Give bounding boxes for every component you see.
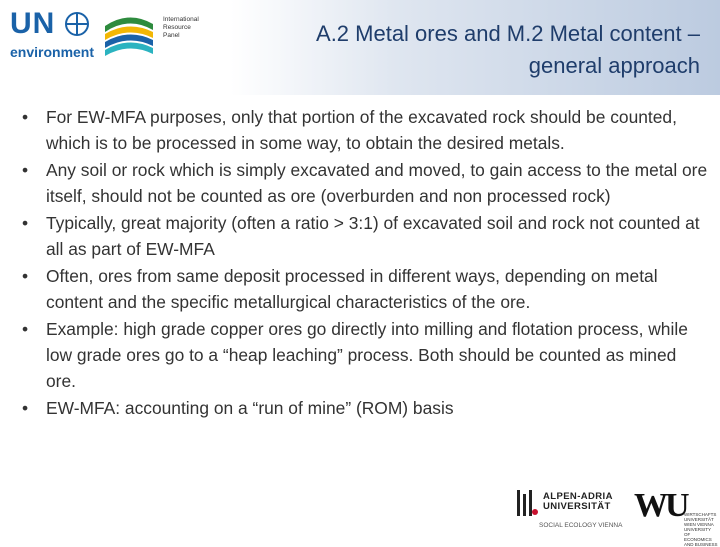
bullet-dot: • [22, 266, 29, 286]
un-globe-icon [65, 12, 89, 36]
international-resource-panel-logo [103, 12, 213, 60]
bullet-item [22, 316, 708, 394]
irp-line: Resource [163, 24, 191, 31]
bullet-text: For EW-MFA purposes, only that portion of the excavated rock should be counted, which is to be processed in some way, to obtain the desired metals. [46, 107, 677, 153]
un-logo-subtitle: environment [10, 44, 95, 60]
bullet-dot: • [22, 160, 29, 180]
wu-line: UNIVERSITY OF [684, 527, 711, 537]
bullet-text: Example: high grade copper ores go directly into milling and flotation process, while low grade ores go to a “heap leaching” process. Both should be counted as mined ore. [46, 319, 688, 391]
wu-line: UNIVERSITÄT [684, 517, 714, 522]
bullet-text: Any soil or rock which is simply excavated and moved, to gain access to the metal ore itself, should not be counted as ore (overburden and non processed rock) [46, 160, 708, 206]
irp-logo-text [163, 16, 199, 40]
slide-header [0, 0, 720, 95]
un-environment-logo [10, 8, 105, 63]
wu-line: WIEN VIENNA [684, 522, 714, 527]
irp-line: Panel [163, 32, 180, 39]
bullet-dot: • [22, 107, 29, 127]
slide-title-line: A.2 Metal ores and M.2 Metal content – [316, 21, 700, 46]
wu-line: ECONOMICS [684, 537, 712, 542]
wu-line: WIRTSCHAFTS [684, 512, 717, 517]
wu-logo-letters: WU [634, 487, 687, 524]
bullet-dot: • [22, 213, 29, 233]
bullet-text: Often, ores from same deposit processed in different ways, depending on metal content and the specific metallurgical characteristics of the ore. [46, 266, 658, 312]
bullet-item [22, 104, 708, 156]
aau-logo-subtitle: SOCIAL ECOLOGY VIENNA [539, 522, 623, 529]
slide-title [220, 18, 700, 82]
aau-line: UNIVERSITÄT [543, 501, 611, 512]
bullet-text: EW-MFA: accounting on a “run of mine” (ROM) basis [46, 398, 454, 418]
irp-line: International [163, 16, 199, 23]
aau-line: ALPEN-ADRIA [543, 491, 613, 502]
bullet-dot: • [22, 398, 29, 418]
bullet-item [22, 395, 708, 421]
aau-logo-text [543, 492, 613, 512]
wu-line: AND BUSINESS [684, 542, 718, 547]
un-logo-letters: UN [10, 7, 56, 40]
bullet-item [22, 157, 708, 209]
bullet-item [22, 210, 708, 262]
bullet-item [22, 263, 708, 315]
bullet-list [22, 104, 708, 422]
alpen-adria-universitat-logo [515, 488, 627, 536]
slide-title-line: general approach [528, 53, 700, 78]
aau-bars-icon [515, 488, 539, 518]
irp-swirl-icon [103, 12, 155, 60]
bullet-dot: • [22, 319, 29, 339]
bullet-text: Typically, great majority (often a ratio > 3:1) of excavated soil and rock not counted at all as part of EW-MFA [46, 213, 700, 259]
wu-logo-text [684, 512, 718, 547]
wu-vienna-logo [632, 487, 718, 547]
